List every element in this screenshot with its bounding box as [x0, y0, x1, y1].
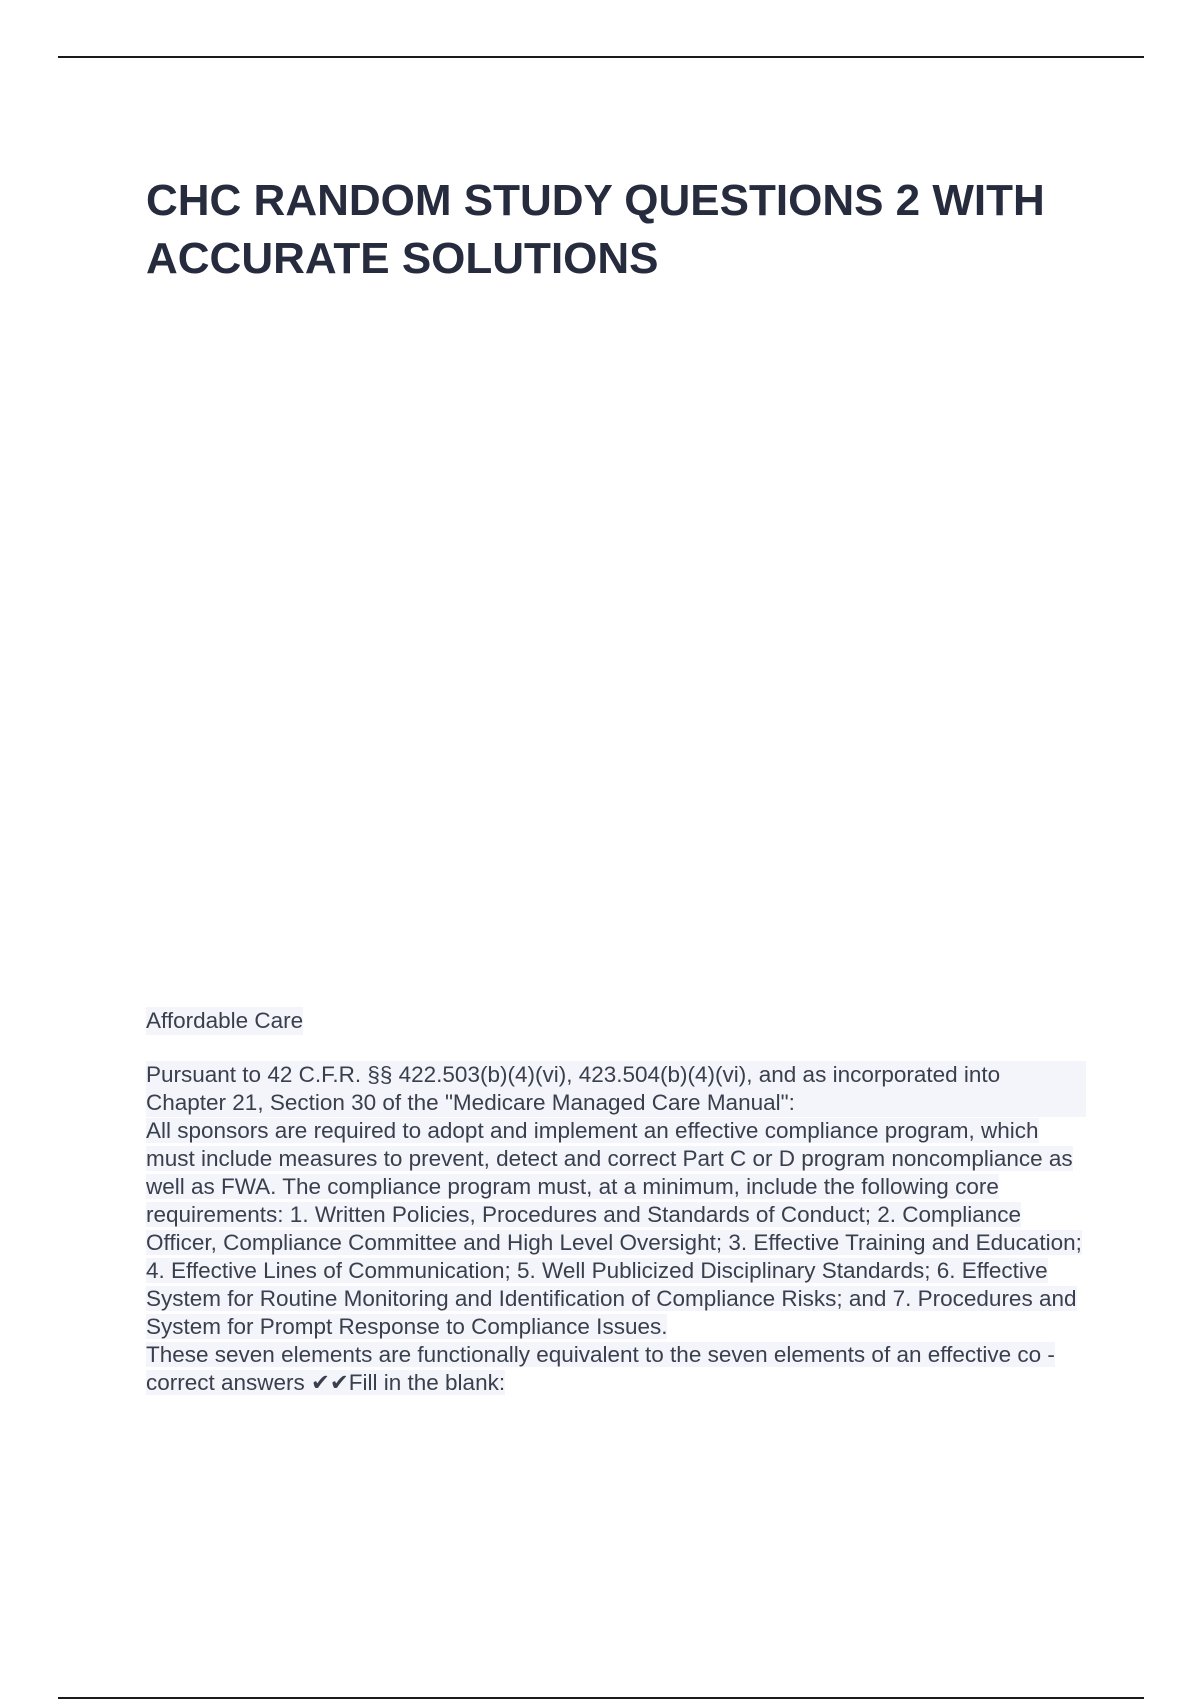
top-divider	[58, 56, 1144, 58]
bottom-divider	[58, 1697, 1144, 1699]
document-title: CHC RANDOM STUDY QUESTIONS 2 WITH ACCURATE SOLUTIONS	[146, 176, 1045, 283]
question-intro-line-1: Pursuant to 42 C.F.R. §§ 422.503(b)(4)(vi), 423.504(b)(4)(vi), and as incorporated into	[146, 1061, 1086, 1089]
question-block	[146, 1007, 1086, 1397]
question-intro-line-2: Chapter 21, Section 30 of the "Medicare Managed Care Manual":	[146, 1089, 1086, 1117]
question-text	[146, 1061, 1086, 1397]
question-closing: These seven elements are functionally equivalent to the seven elements of an effective co - correct answers ✔✔Fill in the blank:	[146, 1342, 1055, 1395]
question-label: Affordable Care	[146, 1008, 304, 1033]
question-body: All sponsors are required to adopt and implement an effective compliance program, which must include measures to prevent, detect and correct Part C or D program noncompliance as well as FWA. The compliance program must, at a minimum, include the following core requirements: 1. Written Policies, Procedures and Standards of Conduct; 2. Compliance Officer, Compliance Committee and High Level Oversight; 3. Effective Training and Education; 4. Effective Lines of Communication; 5. Well Publicized Disciplinary Standards; 6. Effective System for Routine Monitoring and Identification of Compliance Risks; and 7. Procedures and System for Prompt Response to Compliance Issues.	[146, 1118, 1082, 1339]
